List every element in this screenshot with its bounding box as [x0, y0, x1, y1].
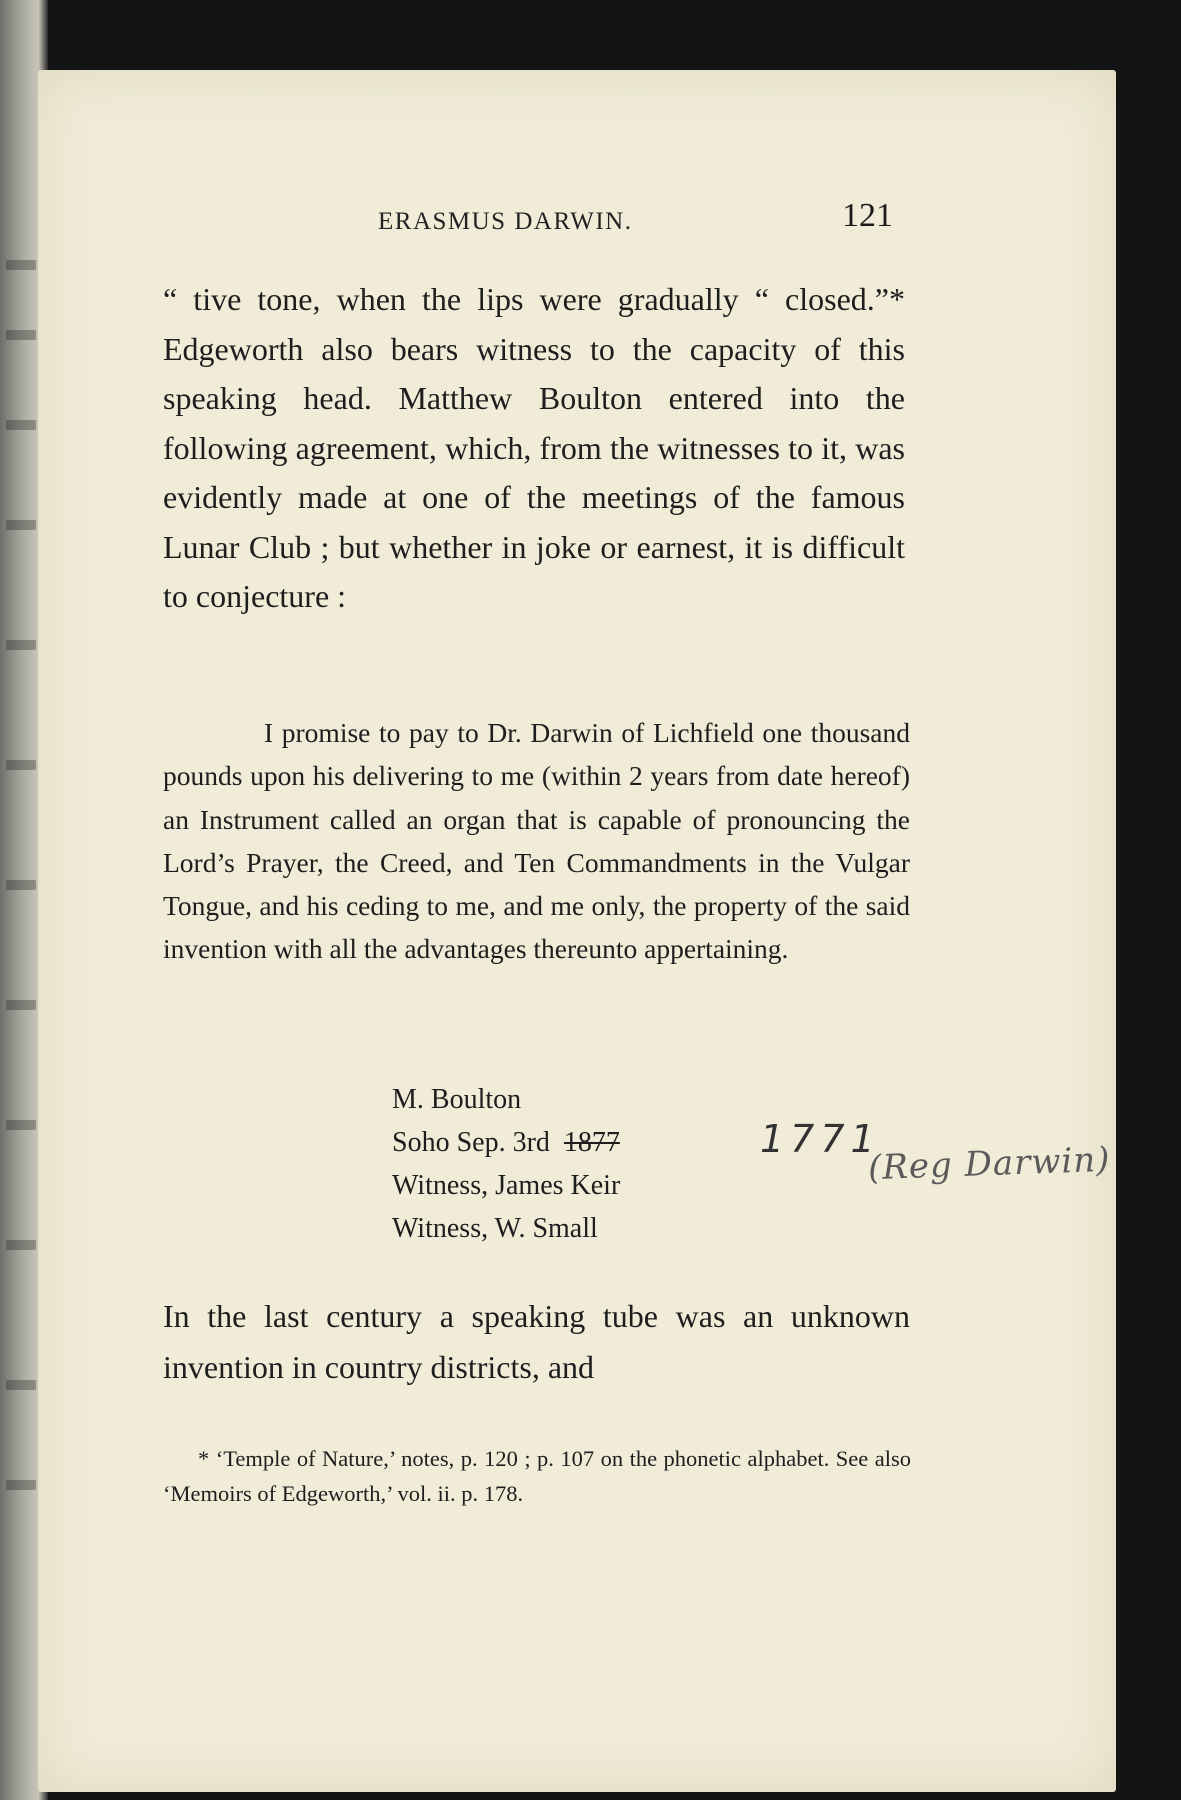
handwritten-year: 1771: [760, 1117, 881, 1161]
witness-small: Witness, W. Small: [392, 1213, 598, 1244]
bleed-through-mark: [6, 260, 36, 270]
struck-year: 1877: [563, 1127, 620, 1158]
signatory-name: M. Boulton: [392, 1084, 522, 1115]
bleed-through-mark: [6, 1120, 36, 1130]
handwritten-note: (Reg Darwin): [867, 1139, 1112, 1189]
footnote: * ‘Temple of Nature,’ notes, p. 120 ; p. 107 on the phonetic alphabet. See also ‘Memoirs of Edgeworth,’ vol. ii. p. 178.: [163, 1446, 911, 1506]
signature-date: [392, 1121, 620, 1164]
bleed-through-mark: [6, 520, 36, 530]
bleed-through-mark: [6, 640, 36, 650]
paragraph-2: In the last century a speaking tube was an unknown invention in country districts, and: [163, 1298, 910, 1385]
paragraph-1: “ tive tone, when the lips were gradually “ closed.”* Edgeworth also bears witness to the capacity of this speaking head. Matthew Boulton entered into the following agreement, which, from the witnesses to it, was evidently made at one of the meetings of the famous Lunar Club ; but whether in joke or earnest, it is difficult to conjecture :: [163, 281, 905, 614]
signature-block: [392, 1078, 620, 1250]
bleed-through-mark: [6, 760, 36, 770]
bleed-through-mark: [6, 330, 36, 340]
bleed-through-mark: [6, 420, 36, 430]
bleed-through-mark: [6, 1480, 36, 1490]
bleed-through-mark: [6, 1240, 36, 1250]
bleed-through-mark: [6, 880, 36, 890]
page-number: 121: [842, 197, 893, 234]
agreement-quote: I promise to pay to Dr. Darwin of Lichfield one thousand pounds upon his delivering to me (within 2 years from date hereof) an Instrument called an organ that is capable of pronouncing the Lord’s Prayer, the Creed, and Ten Commandments in the Vulgar Tongue, and his ceding to me, and me only, the property of the said invention with all the advantages thereunto appertaining.: [163, 717, 910, 965]
date-text: Soho Sep. 3rd: [392, 1127, 550, 1158]
witness-keir: Witness, James Keir: [392, 1170, 621, 1201]
bleed-through-mark: [6, 1000, 36, 1010]
bleed-through-mark: [6, 1380, 36, 1390]
running-head: ERASMUS DARWIN.: [378, 208, 633, 235]
